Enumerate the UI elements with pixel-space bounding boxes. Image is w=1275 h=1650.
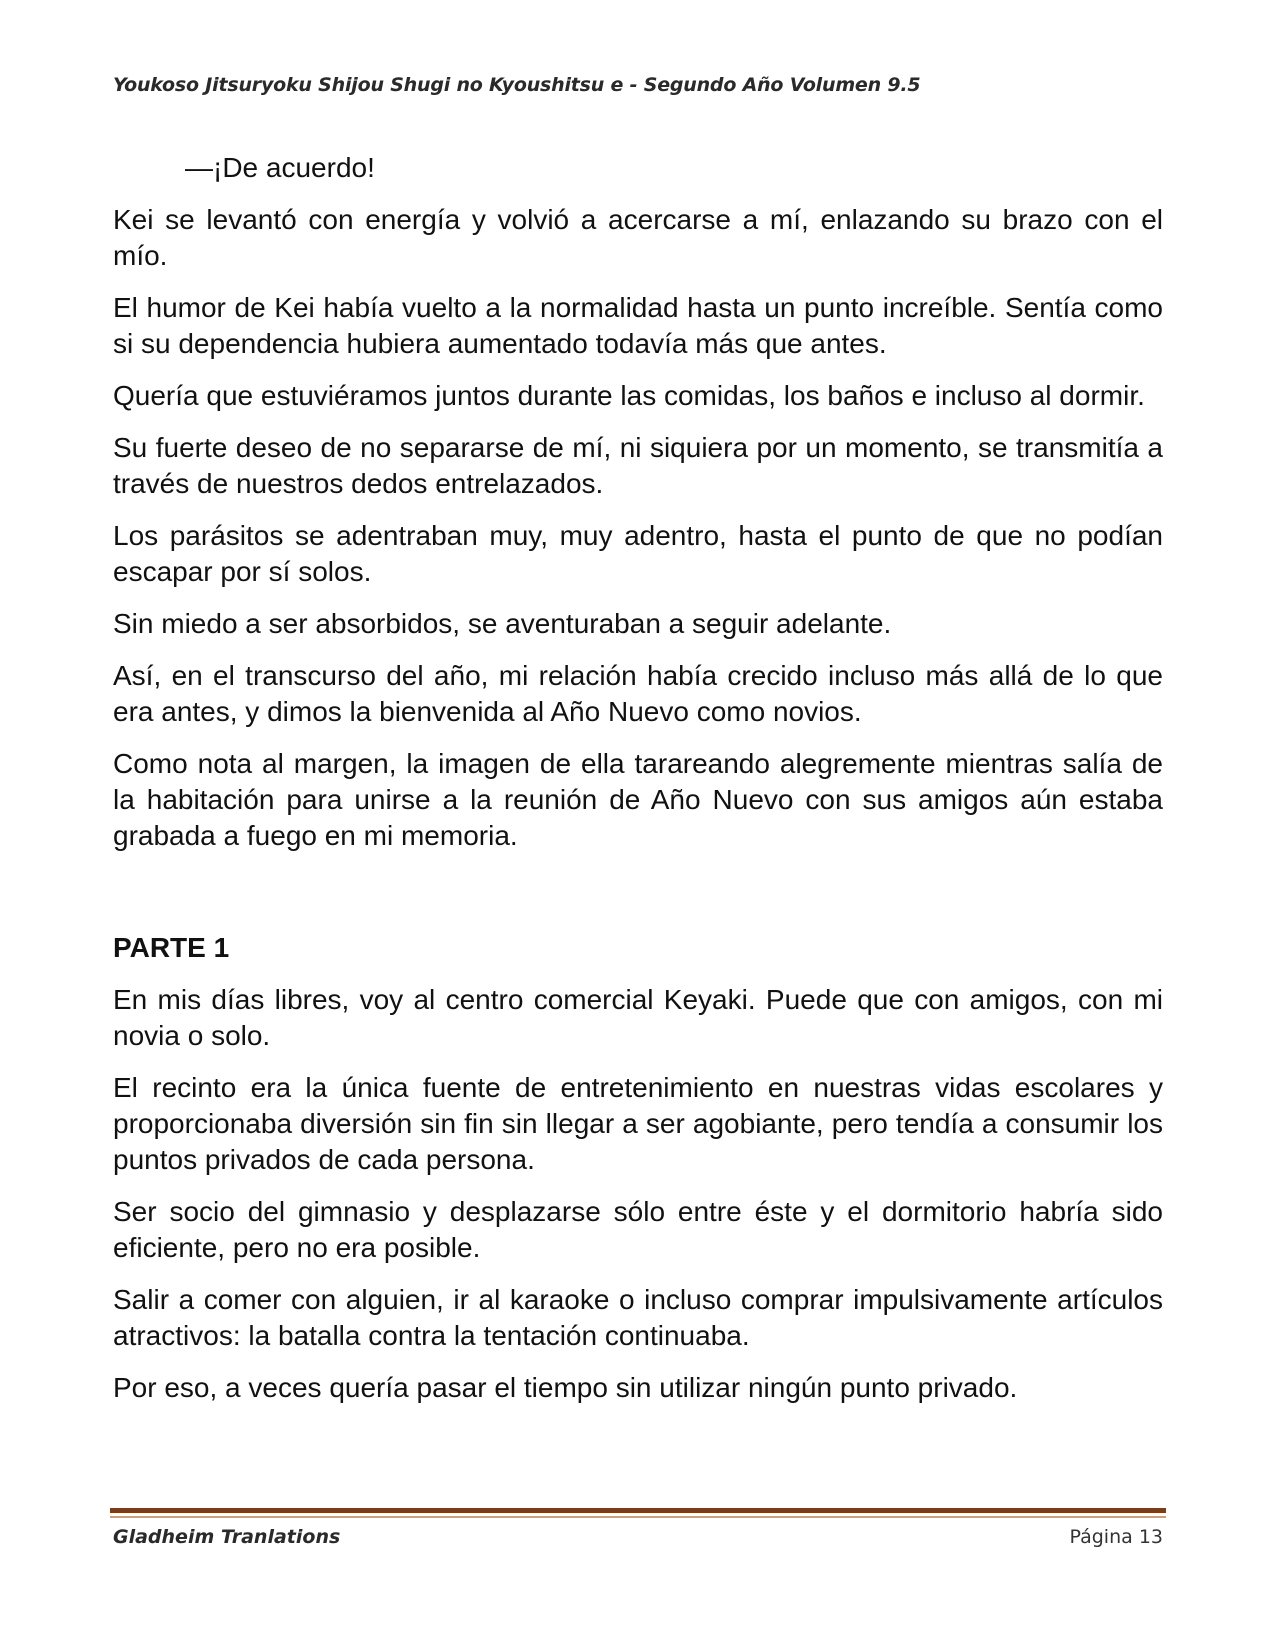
paragraph: —¡De acuerdo!: [185, 152, 375, 183]
page-label: Página: [1069, 1526, 1133, 1548]
page-content: [113, 150, 1163, 1422]
paragraph: En mis días libres, voy al centro comercial Keyaki. Puede que con amigos, con mi novia o solo.: [113, 984, 1163, 1051]
paragraph: El recinto era la única fuente de entretenimiento en nuestras vidas escolares y proporcionaba diversión sin fin sin llegar a ser agobiante, pero tendía a consumir los puntos privados de cada persona.: [113, 1072, 1163, 1175]
running-header: Youkoso Jitsuryoku Shijou Shugi no Kyoushitsu e - Segundo Año Volumen 9.5: [113, 74, 921, 96]
paragraph: Así, en el transcurso del año, mi relación había crecido incluso más allá de lo que era antes, y dimos la bienvenida al Año Nuevo como novios.: [113, 660, 1163, 727]
page-number-block: [1069, 1526, 1163, 1548]
paragraph: Los parásitos se adentraban muy, muy adentro, hasta el punto de que no podían escapar por sí solos.: [113, 520, 1163, 587]
footer-rule-light: [110, 1516, 1166, 1518]
paragraph: Por eso, a veces quería pasar el tiempo sin utilizar ningún punto privado.: [113, 1372, 1018, 1403]
paragraph: Quería que estuviéramos juntos durante las comidas, los baños e incluso al dormir.: [113, 380, 1145, 411]
paragraph: Como nota al margen, la imagen de ella tarareando alegremente mientras salía de la habitación para unirse a la reunión de Año Nuevo con sus amigos aún estaba grabada a fuego en mi memoria.: [113, 748, 1163, 851]
paragraph: Kei se levantó con energía y volvió a acercarse a mí, enlazando su brazo con el mío.: [113, 204, 1163, 271]
footer-rule-dark: [110, 1508, 1166, 1513]
paragraph: Ser socio del gimnasio y desplazarse sólo entre éste y el dormitorio habría sido eficiente, pero no era posible.: [113, 1196, 1163, 1263]
page-number: 13: [1138, 1526, 1163, 1548]
section-heading: PARTE 1: [113, 932, 230, 963]
paragraph: Su fuerte deseo de no separarse de mí, ni siquiera por un momento, se transmitía a través de nuestros dedos entrelazados.: [113, 432, 1163, 499]
paragraph: Salir a comer con alguien, ir al karaoke o incluso comprar impulsivamente artículos atractivos: la batalla contra la tentación continuaba.: [113, 1284, 1163, 1351]
paragraph: Sin miedo a ser absorbidos, se aventuraban a seguir adelante.: [113, 608, 892, 639]
footer-credit: Gladheim Tranlations: [113, 1526, 341, 1548]
paragraph: El humor de Kei había vuelto a la normalidad hasta un punto increíble. Sentía como si su dependencia hubiera aumentado todavía más que antes.: [113, 292, 1163, 359]
